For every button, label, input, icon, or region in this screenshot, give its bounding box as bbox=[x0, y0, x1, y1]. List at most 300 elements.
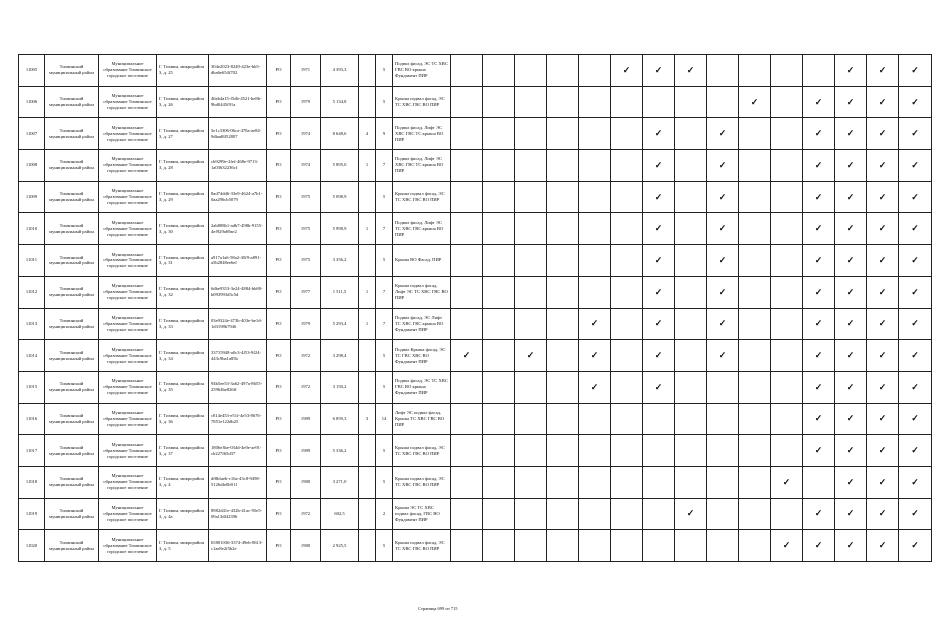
empty-cell bbox=[483, 181, 515, 213]
empty-cell bbox=[515, 181, 547, 213]
check-mark-icon: ✓ bbox=[579, 371, 611, 403]
settlement-cell: Муниципальное образование Тихвинское городское поселение bbox=[99, 466, 157, 498]
check-mark-icon: ✓ bbox=[643, 245, 675, 277]
check-mark-icon: ✓ bbox=[835, 371, 867, 403]
empty-cell bbox=[771, 118, 803, 150]
empty-cell bbox=[547, 498, 579, 530]
empty-cell bbox=[547, 435, 579, 467]
empty-cell bbox=[451, 530, 483, 562]
empty-cell bbox=[611, 276, 643, 308]
settlement-cell: Муниципальное образование Тихвинское городское поселение bbox=[99, 181, 157, 213]
guid-cell: 1806e3be-034d-4e0e-ae91-cb227f65d37 bbox=[209, 435, 267, 467]
guid-cell: 46eb4a15-f5db-4521-be8b-9bd0445f91a bbox=[209, 86, 267, 118]
check-mark-icon: ✓ bbox=[867, 308, 899, 340]
check-mark-icon: ✓ bbox=[835, 86, 867, 118]
check-mark-icon: ✓ bbox=[803, 403, 835, 435]
count-cell-b: 7 bbox=[376, 213, 393, 245]
count-cell-a bbox=[359, 245, 376, 277]
empty-cell bbox=[451, 403, 483, 435]
empty-cell bbox=[451, 55, 483, 87]
address-cell: Г. Тихвин, микрорайон 3, д. 25 bbox=[157, 55, 209, 87]
empty-cell bbox=[739, 435, 771, 467]
empty-cell bbox=[611, 118, 643, 150]
empty-cell bbox=[579, 403, 611, 435]
table-row bbox=[19, 276, 932, 308]
check-mark-icon: ✓ bbox=[515, 340, 547, 372]
empty-cell bbox=[451, 118, 483, 150]
check-mark-icon: ✓ bbox=[771, 466, 803, 498]
empty-cell bbox=[611, 181, 643, 213]
empty-cell bbox=[611, 86, 643, 118]
empty-cell bbox=[515, 530, 547, 562]
empty-cell bbox=[579, 245, 611, 277]
area-cell: 3 356,2 bbox=[321, 245, 359, 277]
empty-cell bbox=[483, 150, 515, 182]
year-cell: 1977 bbox=[291, 276, 321, 308]
count-cell-a: 3 bbox=[359, 403, 376, 435]
empty-cell bbox=[451, 150, 483, 182]
area-cell: 3 298,4 bbox=[321, 340, 359, 372]
check-mark-icon: ✓ bbox=[579, 340, 611, 372]
table-row bbox=[19, 245, 932, 277]
empty-cell bbox=[707, 55, 739, 87]
address-cell: Г. Тихвин, микрорайон 3, д. 37 bbox=[157, 435, 209, 467]
check-mark-icon: ✓ bbox=[835, 245, 867, 277]
empty-cell bbox=[515, 213, 547, 245]
address-cell: Г. Тихвин, микрорайон 3, д. 29 bbox=[157, 181, 209, 213]
table-row bbox=[19, 466, 932, 498]
check-mark-icon: ✓ bbox=[803, 530, 835, 562]
empty-cell bbox=[579, 530, 611, 562]
area-cell: 3 271,0 bbox=[321, 466, 359, 498]
empty-cell bbox=[739, 55, 771, 87]
empty-cell bbox=[803, 466, 835, 498]
check-mark-icon: ✓ bbox=[803, 86, 835, 118]
settlement-cell: Муниципальное образование Тихвинское городское поселение bbox=[99, 340, 157, 372]
check-mark-icon: ✓ bbox=[867, 530, 899, 562]
count-cell-a: 4 bbox=[359, 118, 376, 150]
count-cell-b: 14 bbox=[376, 403, 393, 435]
check-mark-icon: ✓ bbox=[899, 276, 932, 308]
empty-cell bbox=[611, 340, 643, 372]
empty-cell bbox=[771, 308, 803, 340]
empty-cell bbox=[483, 245, 515, 277]
empty-cell bbox=[739, 371, 771, 403]
empty-cell bbox=[739, 150, 771, 182]
type-cell: РО bbox=[267, 55, 291, 87]
address-cell: Г. Тихвин, микрорайон 3, д. 34 bbox=[157, 340, 209, 372]
check-mark-icon: ✓ bbox=[451, 340, 483, 372]
works-cell: Крыша подвал фасад, ЭС ТС ХВС ГВС ВО ПИР bbox=[393, 181, 451, 213]
check-mark-icon: ✓ bbox=[867, 86, 899, 118]
empty-cell bbox=[451, 435, 483, 467]
check-mark-icon: ✓ bbox=[835, 466, 867, 498]
count-cell-a: 1 bbox=[359, 213, 376, 245]
register-rows bbox=[19, 55, 932, 562]
guid-cell: c814e453-e51f-4e53-8676-7851e122db25 bbox=[209, 403, 267, 435]
address-cell: Г. Тихвин, микрорайон 3, д. 33 bbox=[157, 308, 209, 340]
row-id: 11011 bbox=[19, 245, 45, 277]
table-row bbox=[19, 498, 932, 530]
count-cell-a bbox=[359, 181, 376, 213]
check-mark-icon: ✓ bbox=[899, 371, 932, 403]
count-cell-a bbox=[359, 55, 376, 87]
empty-cell bbox=[611, 150, 643, 182]
empty-cell bbox=[483, 498, 515, 530]
table-row bbox=[19, 181, 932, 213]
settlement-cell: Муниципальное образование Тихвинское городское поселение bbox=[99, 150, 157, 182]
empty-cell bbox=[771, 276, 803, 308]
empty-cell bbox=[707, 530, 739, 562]
empty-cell bbox=[515, 118, 547, 150]
check-mark-icon: ✓ bbox=[803, 213, 835, 245]
year-cell: 1972 bbox=[291, 340, 321, 372]
works-cell: Крыша ЭС ТС ХВС подвал фасад, ГВС ВО Фундамент ПИР bbox=[393, 498, 451, 530]
empty-cell bbox=[675, 371, 707, 403]
check-mark-icon: ✓ bbox=[867, 435, 899, 467]
check-mark-icon: ✓ bbox=[643, 340, 675, 372]
check-mark-icon: ✓ bbox=[835, 150, 867, 182]
settlement-cell: Муниципальное образование Тихвинское городское поселение bbox=[99, 498, 157, 530]
empty-cell bbox=[771, 403, 803, 435]
empty-cell bbox=[515, 276, 547, 308]
count-cell-b: 5 bbox=[376, 530, 393, 562]
table-row bbox=[19, 308, 932, 340]
empty-cell bbox=[675, 308, 707, 340]
empty-cell bbox=[771, 86, 803, 118]
district-cell: Тихвинский муниципальный район bbox=[45, 181, 99, 213]
check-mark-icon: ✓ bbox=[707, 213, 739, 245]
empty-cell bbox=[579, 181, 611, 213]
district-cell: Тихвинский муниципальный район bbox=[45, 86, 99, 118]
empty-cell bbox=[515, 86, 547, 118]
year-cell: 1989 bbox=[291, 403, 321, 435]
check-mark-icon: ✓ bbox=[867, 371, 899, 403]
register-table bbox=[18, 54, 932, 562]
empty-cell bbox=[483, 118, 515, 150]
year-cell: 1975 bbox=[291, 245, 321, 277]
check-mark-icon: ✓ bbox=[707, 245, 739, 277]
check-mark-icon: ✓ bbox=[835, 498, 867, 530]
check-mark-icon: ✓ bbox=[835, 118, 867, 150]
empty-cell bbox=[739, 530, 771, 562]
settlement-cell: Муниципальное образование Тихвинское городское поселение bbox=[99, 86, 157, 118]
check-mark-icon: ✓ bbox=[643, 181, 675, 213]
works-cell: Подвал фасад, Лифт ЭС ХВС ГВС ТС крыша ВО ПИР bbox=[393, 118, 451, 150]
works-cell: Крыша подвал фасад, ЭС ТС ХВС ГВС ВО ПИР bbox=[393, 435, 451, 467]
area-cell: 5 098,9 bbox=[321, 181, 359, 213]
count-cell-b: 5 bbox=[376, 181, 393, 213]
empty-cell bbox=[771, 213, 803, 245]
empty-cell bbox=[483, 466, 515, 498]
works-cell: Крыша подвал фасад, Лифт ЭС ТС ХВС ГВС ВО ПИР bbox=[393, 276, 451, 308]
empty-cell bbox=[515, 150, 547, 182]
empty-cell bbox=[579, 435, 611, 467]
count-cell-b: 7 bbox=[376, 150, 393, 182]
year-cell: 1974 bbox=[291, 118, 321, 150]
empty-cell bbox=[643, 86, 675, 118]
district-cell: Тихвинский муниципальный район bbox=[45, 530, 99, 562]
check-mark-icon: ✓ bbox=[867, 181, 899, 213]
works-cell: Лифт ЭС подвал фасад, Крыша ТС ХВС ГВС ВО ПИР bbox=[393, 403, 451, 435]
empty-cell bbox=[771, 371, 803, 403]
row-id: 11006 bbox=[19, 86, 45, 118]
type-cell: РО bbox=[267, 403, 291, 435]
empty-cell bbox=[707, 466, 739, 498]
check-mark-icon: ✓ bbox=[643, 276, 675, 308]
empty-cell bbox=[739, 213, 771, 245]
district-cell: Тихвинский муниципальный район bbox=[45, 55, 99, 87]
row-id: 11017 bbox=[19, 435, 45, 467]
empty-cell bbox=[739, 340, 771, 372]
address-cell: Г. Тихвин, микрорайон 3, д. 31 bbox=[157, 245, 209, 277]
guid-cell: 94b5ee53-3a62-497a-8655-25964be826ff bbox=[209, 371, 267, 403]
address-cell: Г. Тихвин, микрорайон 3, д. 5 bbox=[157, 530, 209, 562]
empty-cell bbox=[515, 55, 547, 87]
empty-cell bbox=[451, 213, 483, 245]
empty-cell bbox=[675, 403, 707, 435]
year-cell: 1971 bbox=[291, 55, 321, 87]
table-row bbox=[19, 371, 932, 403]
empty-cell bbox=[611, 466, 643, 498]
district-cell: Тихвинский муниципальный район bbox=[45, 308, 99, 340]
table-row bbox=[19, 340, 932, 372]
type-cell: РО bbox=[267, 245, 291, 277]
area-cell: 2 925,5 bbox=[321, 530, 359, 562]
check-mark-icon: ✓ bbox=[899, 466, 932, 498]
check-mark-icon: ✓ bbox=[867, 498, 899, 530]
address-cell: Г. Тихвин, микрорайон 3, д. 35 bbox=[157, 371, 209, 403]
empty-cell bbox=[547, 530, 579, 562]
table-row bbox=[19, 403, 932, 435]
check-mark-icon: ✓ bbox=[835, 403, 867, 435]
count-cell-b: 5 bbox=[376, 86, 393, 118]
address-cell: Г. Тихвин, микрорайон 3, д. 26 bbox=[157, 86, 209, 118]
check-mark-icon: ✓ bbox=[611, 55, 643, 87]
address-cell: Г. Тихвин, микрорайон 3, д. 4 bbox=[157, 466, 209, 498]
empty-cell bbox=[643, 530, 675, 562]
empty-cell bbox=[547, 340, 579, 372]
count-cell-b: 7 bbox=[376, 308, 393, 340]
empty-cell bbox=[675, 435, 707, 467]
count-cell-a: 1 bbox=[359, 308, 376, 340]
area-cell: 5 895,0 bbox=[321, 150, 359, 182]
empty-cell bbox=[451, 308, 483, 340]
guid-cell: df8bfaeb-c16a-43c8-9498-5126dfe0b911 bbox=[209, 466, 267, 498]
count-cell-a bbox=[359, 340, 376, 372]
empty-cell bbox=[579, 466, 611, 498]
empty-cell bbox=[547, 86, 579, 118]
area-cell: 4 393,3 bbox=[321, 55, 359, 87]
row-id: 11009 bbox=[19, 181, 45, 213]
year-cell: 1979 bbox=[291, 86, 321, 118]
check-mark-icon: ✓ bbox=[643, 308, 675, 340]
empty-cell bbox=[739, 245, 771, 277]
district-cell: Тихвинский муниципальный район bbox=[45, 150, 99, 182]
type-cell: РО bbox=[267, 181, 291, 213]
empty-cell bbox=[579, 276, 611, 308]
row-id: 11019 bbox=[19, 498, 45, 530]
area-cell: 8 648,6 bbox=[321, 118, 359, 150]
empty-cell bbox=[483, 213, 515, 245]
count-cell-b: 9 bbox=[376, 118, 393, 150]
empty-cell bbox=[707, 498, 739, 530]
empty-cell bbox=[579, 498, 611, 530]
empty-cell bbox=[611, 530, 643, 562]
settlement-cell: Муниципальное образование Тихвинское городское поселение bbox=[99, 276, 157, 308]
empty-cell bbox=[771, 340, 803, 372]
empty-cell bbox=[611, 435, 643, 467]
empty-cell bbox=[547, 150, 579, 182]
empty-cell bbox=[611, 371, 643, 403]
check-mark-icon: ✓ bbox=[803, 371, 835, 403]
address-cell: Г. Тихвин, микрорайон 3, д. 30 bbox=[157, 213, 209, 245]
row-id: 11008 bbox=[19, 150, 45, 182]
count-cell-b: 5 bbox=[376, 245, 393, 277]
type-cell: РО bbox=[267, 213, 291, 245]
empty-cell bbox=[579, 213, 611, 245]
guid-cell: 304e2023-8249-423e-bb5-dba6e654f702 bbox=[209, 55, 267, 87]
check-mark-icon: ✓ bbox=[771, 530, 803, 562]
empty-cell bbox=[675, 530, 707, 562]
district-cell: Тихвинский муниципальный район bbox=[45, 340, 99, 372]
count-cell-a bbox=[359, 371, 376, 403]
count-cell-a bbox=[359, 435, 376, 467]
check-mark-icon: ✓ bbox=[899, 435, 932, 467]
check-mark-icon: ✓ bbox=[899, 86, 932, 118]
empty-cell bbox=[739, 308, 771, 340]
empty-cell bbox=[547, 403, 579, 435]
empty-cell bbox=[643, 403, 675, 435]
empty-cell bbox=[771, 55, 803, 87]
empty-cell bbox=[643, 498, 675, 530]
area-cell: 6 859,3 bbox=[321, 403, 359, 435]
empty-cell bbox=[739, 466, 771, 498]
district-cell: Тихвинский муниципальный район bbox=[45, 245, 99, 277]
row-id: 11013 bbox=[19, 308, 45, 340]
works-cell: Подвал фасад, Лифт ЭС ТС ХВС ГВС крыша ВО ПИР bbox=[393, 213, 451, 245]
count-cell-b: 2 bbox=[376, 498, 393, 530]
check-mark-icon: ✓ bbox=[899, 308, 932, 340]
count-cell-a bbox=[359, 466, 376, 498]
check-mark-icon: ✓ bbox=[675, 498, 707, 530]
guid-cell: 6dbe9353-3e24-4884-bb80-b093993d3c5d bbox=[209, 276, 267, 308]
row-id: 11010 bbox=[19, 213, 45, 245]
count-cell-a: 1 bbox=[359, 276, 376, 308]
empty-cell bbox=[707, 435, 739, 467]
empty-cell bbox=[547, 466, 579, 498]
area-cell: 3 150,2 bbox=[321, 371, 359, 403]
year-cell: 1980 bbox=[291, 530, 321, 562]
empty-cell bbox=[739, 276, 771, 308]
count-cell-b: 5 bbox=[376, 466, 393, 498]
guid-cell: 2ab808b1-adb7-498b-9155-4ef929a69ae2 bbox=[209, 213, 267, 245]
table-row bbox=[19, 150, 932, 182]
empty-cell bbox=[771, 498, 803, 530]
empty-cell bbox=[483, 530, 515, 562]
district-cell: Тихвинский муниципальный район bbox=[45, 371, 99, 403]
district-cell: Тихвинский муниципальный район bbox=[45, 118, 99, 150]
settlement-cell: Муниципальное образование Тихвинское городское поселение bbox=[99, 118, 157, 150]
empty-cell bbox=[547, 245, 579, 277]
empty-cell bbox=[611, 403, 643, 435]
check-mark-icon: ✓ bbox=[835, 530, 867, 562]
type-cell: РО bbox=[267, 530, 291, 562]
type-cell: РО bbox=[267, 308, 291, 340]
empty-cell bbox=[451, 498, 483, 530]
row-id: 11018 bbox=[19, 466, 45, 498]
check-mark-icon: ✓ bbox=[803, 276, 835, 308]
empty-cell bbox=[675, 150, 707, 182]
district-cell: Тихвинский муниципальный район bbox=[45, 403, 99, 435]
check-mark-icon: ✓ bbox=[739, 86, 771, 118]
year-cell: 1972 bbox=[291, 498, 321, 530]
works-cell: Крыша подвал фасад, ЭС ТС ХВС ГВС ВО ПИР bbox=[393, 530, 451, 562]
works-cell: Подвал фасад, ЭС ТС ХВС ГВС ВО крыша Фундамент ПИР bbox=[393, 371, 451, 403]
district-cell: Тихвинский муниципальный район bbox=[45, 276, 99, 308]
empty-cell bbox=[739, 118, 771, 150]
empty-cell bbox=[547, 55, 579, 87]
check-mark-icon: ✓ bbox=[707, 276, 739, 308]
area-cell: 5 336,2 bbox=[321, 435, 359, 467]
guid-cell: 03e9324e-473b-403e-be1d-1d3198b7946 bbox=[209, 308, 267, 340]
empty-cell bbox=[579, 118, 611, 150]
empty-cell bbox=[483, 340, 515, 372]
guid-cell: 5e1c3306-06ca-470a-ae84-9dbad8f52807 bbox=[209, 118, 267, 150]
row-id: 11016 bbox=[19, 403, 45, 435]
type-cell: РО bbox=[267, 371, 291, 403]
empty-cell bbox=[451, 86, 483, 118]
empty-cell bbox=[451, 276, 483, 308]
empty-cell bbox=[675, 86, 707, 118]
empty-cell bbox=[483, 403, 515, 435]
check-mark-icon: ✓ bbox=[867, 55, 899, 87]
works-cell: Крыша ВО Фасад, ПИР bbox=[393, 245, 451, 277]
check-mark-icon: ✓ bbox=[803, 340, 835, 372]
empty-cell bbox=[579, 55, 611, 87]
empty-cell bbox=[643, 435, 675, 467]
check-mark-icon: ✓ bbox=[707, 118, 739, 150]
page-footer: Страница 699 из 715 bbox=[418, 606, 458, 611]
check-mark-icon: ✓ bbox=[835, 435, 867, 467]
works-cell: Крыша подвал фасад, ЭС ТС ХВС ГВС ВО ПИР bbox=[393, 86, 451, 118]
type-cell: РО bbox=[267, 466, 291, 498]
empty-cell bbox=[451, 181, 483, 213]
type-cell: РО bbox=[267, 435, 291, 467]
row-id: 11007 bbox=[19, 118, 45, 150]
count-cell-b: 5 bbox=[376, 435, 393, 467]
check-mark-icon: ✓ bbox=[803, 150, 835, 182]
row-id: 11012 bbox=[19, 276, 45, 308]
guid-cell: 65801036-3374-49eb-8613-c1ae8e2f5b2e bbox=[209, 530, 267, 562]
check-mark-icon: ✓ bbox=[899, 498, 932, 530]
table-row bbox=[19, 213, 932, 245]
settlement-cell: Муниципальное образование Тихвинское городское поселение bbox=[99, 371, 157, 403]
check-mark-icon: ✓ bbox=[803, 181, 835, 213]
empty-cell bbox=[675, 181, 707, 213]
table-row bbox=[19, 55, 932, 87]
empty-cell bbox=[611, 245, 643, 277]
guid-cell: 33715948-a0c3-4f53-9f24-443c9ba1a85b bbox=[209, 340, 267, 372]
guid-cell: 8ad74dd6-33e9-4624-a7b1-0aa296cb5079 bbox=[209, 181, 267, 213]
empty-cell bbox=[739, 181, 771, 213]
empty-cell bbox=[451, 466, 483, 498]
check-mark-icon: ✓ bbox=[707, 181, 739, 213]
works-cell: Крыша подвал фасад, ЭС ТС ХВС ГВС ВО ПИР bbox=[393, 466, 451, 498]
check-mark-icon: ✓ bbox=[803, 245, 835, 277]
check-mark-icon: ✓ bbox=[899, 530, 932, 562]
empty-cell bbox=[675, 340, 707, 372]
